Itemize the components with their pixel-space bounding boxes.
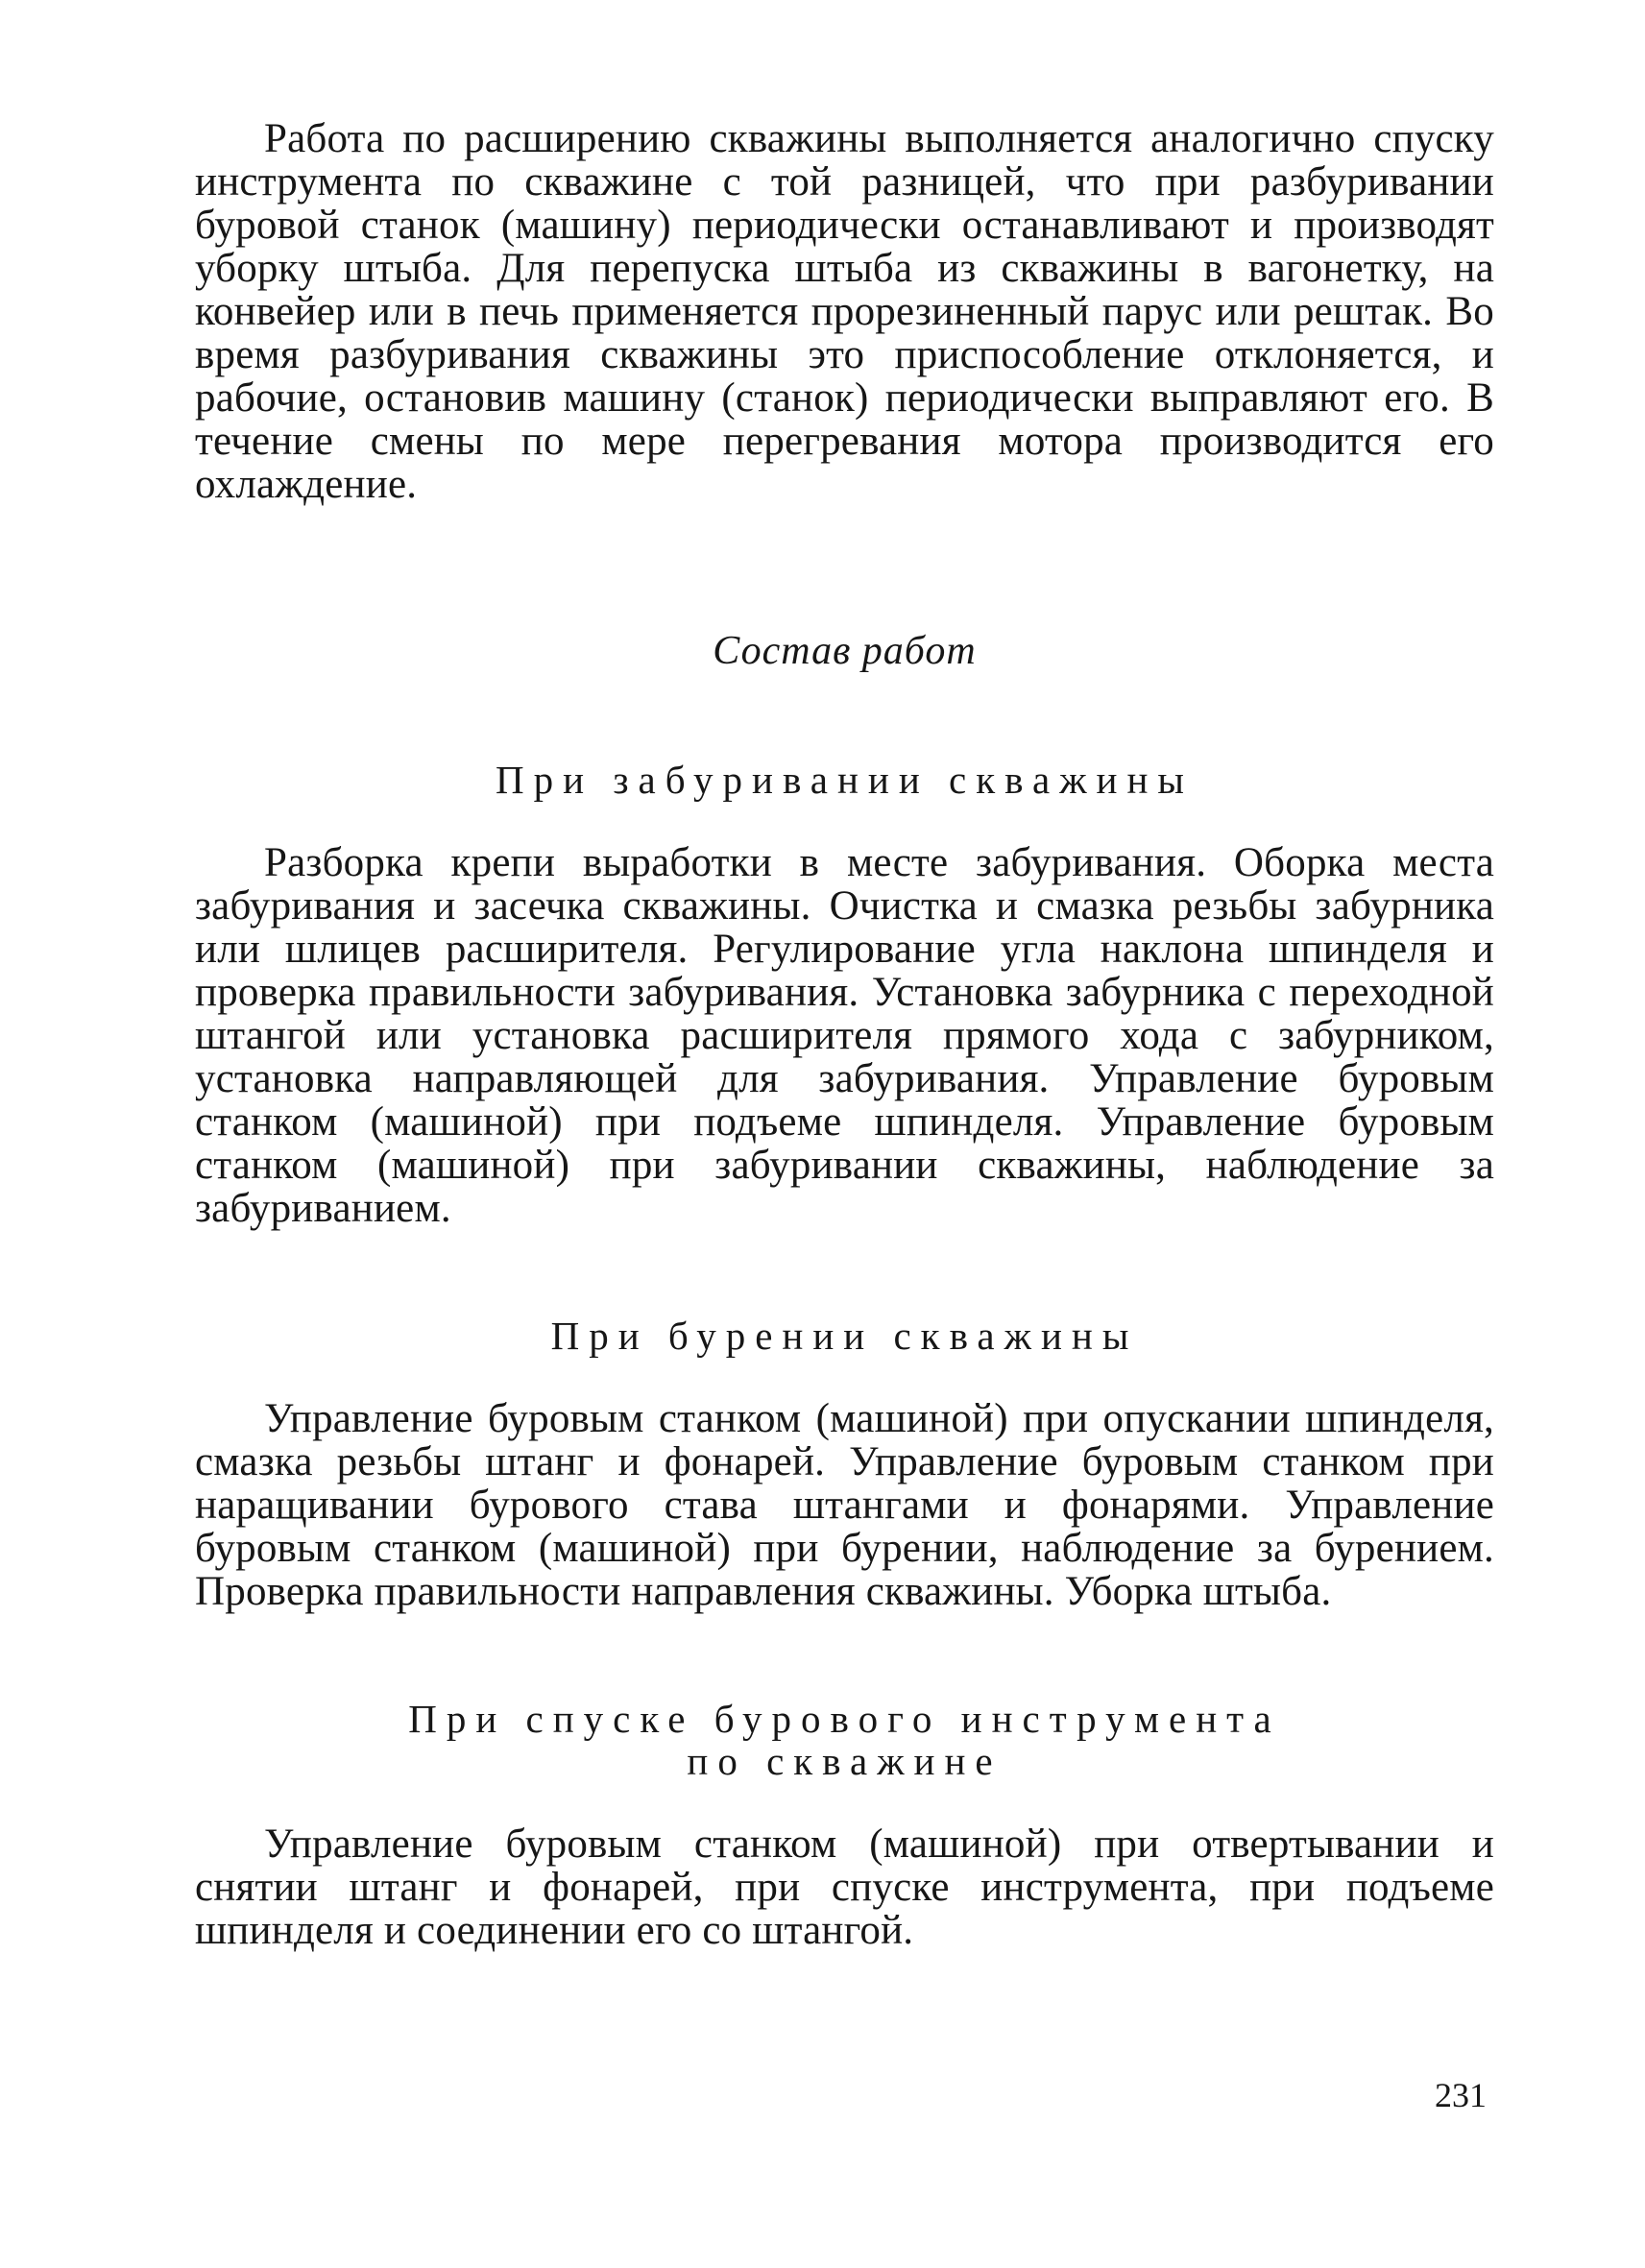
section-title: Состав работ (713, 629, 977, 673)
page-number: 231 (1435, 2076, 1487, 2114)
spacer (195, 1613, 1494, 1698)
intro-paragraph: Работа по расширению скважины выполняется аналогично спуску инструмента по скважине с той разницей, что при разбуривании буровой станок (машину) периодически останавливают и производят уборку штыба. Для перепуска штыба из скважины в вагонетку, на конвейер или в печь применяется прорезиненный парус или рештак. Во время разбуривания скважины это приспособление отклоняется, и рабочие, остановив машину (станок) периодически выправляют его. В течение смены по мере перегревания мотора производится его охлаждение. (195, 116, 1494, 507)
subheading-spusk-line1: При спуске бурового инструмента (408, 1697, 1281, 1741)
subheading-spusk-line2: по скважине (687, 1739, 1003, 1783)
spacer (195, 1782, 1494, 1822)
subheading-burenie: При бурении скважины (550, 1314, 1139, 1358)
spacer (195, 1357, 1494, 1397)
paragraph-zaburivanie: Разборка крепи выработки в месте забуривания. Оборка места забуривания и засечка скважины. Очистка и смазка резьбы забурника или шлицев расширителя. Регулирование угла наклона шпинделя и проверка правильности забуривания. Установка забурника с переходной штангой или установка расширителя прямого хода с забурником, установка направляющей для забуривания. Управление буровым станком (машиной) при подъеме шпинделя. Управление буровым станком (машиной) при забуривании скважины, наблюдение за забуриванием. (195, 840, 1494, 1231)
spacer (195, 1230, 1494, 1315)
spacer (195, 801, 1494, 841)
paragraph-burenie: Управление буровым станком (машиной) при опускании шпинделя, смазка резьбы штанг и фонарей. Управление буровым станком при наращивании бурового става штангами и фонарями. Управление буровым станком (машиной) при бурении, наблюдение за бурением. Проверка правильности направления скважины. Уборка штыба. (195, 1396, 1494, 1614)
page-body (195, 117, 1494, 1952)
spacer (195, 674, 1494, 759)
paragraph-spusk: Управление буровым станком (машиной) при отвертывании и снятии штанг и фонарей, при спуске инструмента, при подъеме шпинделя и соединении его со штангой. (195, 1822, 1494, 1953)
subheading-zaburivanie: При забуривании скважины (496, 758, 1194, 802)
